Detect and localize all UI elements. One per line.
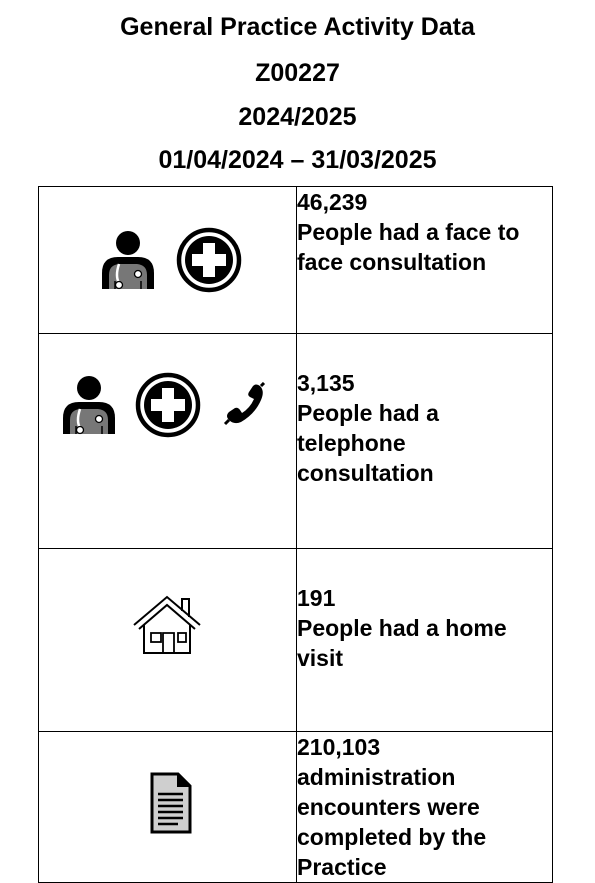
activity-table xyxy=(38,186,553,883)
table-row xyxy=(39,187,553,334)
activity-description: People had a telephone consultation xyxy=(297,400,439,486)
practice-code: Z00227 xyxy=(255,59,340,87)
activity-description: People had a face to face consultation xyxy=(297,219,520,275)
financial-year: 2024/2025 xyxy=(238,103,357,131)
icon-cell xyxy=(39,187,297,334)
activity-text xyxy=(297,187,553,334)
doctor-icon xyxy=(97,229,159,293)
activity-count: 210,103 xyxy=(297,734,381,760)
activity-count: 46,239 xyxy=(297,189,368,215)
telephone-icon xyxy=(223,382,267,428)
house-icon xyxy=(130,591,204,657)
reporting-period: 01/04/2024 – 31/03/2025 xyxy=(158,146,437,174)
activity-description: administration encounters were completed by the Practice xyxy=(297,764,487,880)
medical-cross-icon xyxy=(176,227,242,293)
doctor-icon xyxy=(58,374,120,438)
activity-text xyxy=(297,334,553,549)
table-row xyxy=(39,549,553,732)
activity-count: 3,135 xyxy=(297,370,355,396)
icon-cell xyxy=(39,549,297,732)
icon-cell xyxy=(39,732,297,883)
activity-count: 191 xyxy=(297,585,336,611)
icon-cell xyxy=(39,334,297,549)
activity-description: People had a home visit xyxy=(297,615,507,671)
table-row xyxy=(39,732,553,883)
medical-cross-icon xyxy=(135,372,201,438)
activity-text xyxy=(297,732,553,883)
table-row xyxy=(39,334,553,549)
document-icon xyxy=(146,770,194,836)
activity-text xyxy=(297,549,553,732)
page-title: General Practice Activity Data xyxy=(120,13,475,41)
